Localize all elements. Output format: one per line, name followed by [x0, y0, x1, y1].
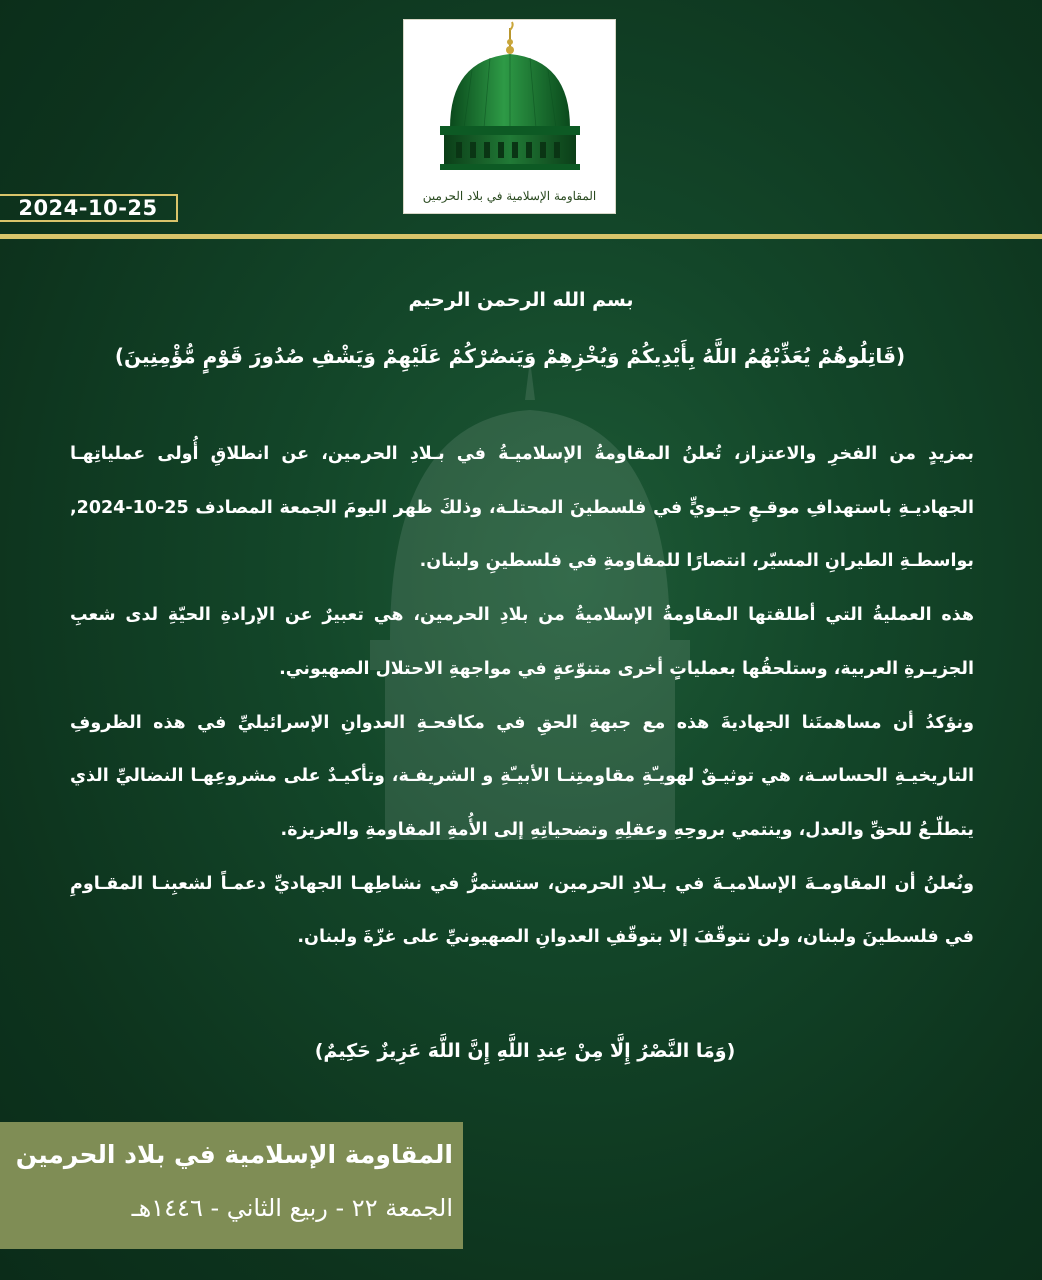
footer-signature: [0, 1122, 463, 1249]
statement-paragraph: ونؤكدُ أن مساهمتَنا الجهاديةَ هذه مع جبهةِ الحقِ في مكافحـةِ العدوانِ الإسرائيليِّ في هذه الظروفِ التاريخيـةِ الحساسـة، هي توثيـقٌ لهويـّةِ مقاومتِنـا الأبيـّةِ و الشريفـة، وتأكيـدٌ على مشروعِهـا النضاليِّ الذي يتطلّـعُ للحقِّ والعدل، وينتمي بروحِهِ وعقلِهِ وتضحياتِهِ إلى الأُمةِ المقاومةِ والعزيزة.: [70, 712, 974, 840]
gold-divider: [0, 234, 1042, 239]
statement-paragraph: هذه العمليةُ التي أطلقتها المقاومةُ الإسلاميةُ من بلادِ الحرمين، هي تعبيرٌ عن الإرادةِ الحيّةِ لدى شعبِ الجزيـرةِ العربية، وستلحقُها بعملياتٍ أخرى متنوّعةٍ في مواجهةِ الاحتلال الصهيوني.: [70, 605, 974, 679]
statement-body: [70, 428, 974, 965]
closing-verse: (وَمَا النَّصْرُ إِلَّا مِنْ عِندِ اللَّهِ إِنَّ اللَّهَ عَزِيزٌ حَكِيمٌ): [314, 1040, 736, 1062]
basmala: بسم الله الرحمن الرحيم: [408, 289, 634, 311]
statement-paragraph: بمزيدٍ من الفخرِ والاعتزاز، تُعلنُ المقاومةُ الإسلاميـةُ في بـلادِ الحرمين، عن انطلاقِ أُولى عملياتِهـا الجهاديـةِ باستهدافِ موقـعٍ حيـويٍّ في فلسطينَ المحتلـة، وذلكَ ظهر اليومَ الجمعة المصادف 25-10-2024, بواسطـةِ الطيرانِ المسيّر، انتصارًا للمقاومةِ في فلسطينِ ولبنان.: [70, 444, 974, 572]
dome-icon: [404, 20, 617, 185]
opening-verse: (قَاتِلُوهُمْ يُعَذِّبْهُمُ اللَّهُ بِأَيْدِيكُمْ وَيُخْزِهِمْ وَيَنصُرْكُمْ عَلَيْهِمْ وَيَشْفِ صُدُورَ قَوْمٍ مُّؤْمِنِينَ): [114, 344, 906, 368]
footer-hijri-date: الجمعة ٢٢ - ربيع الثاني - ١٤٤٦هـ: [131, 1194, 453, 1222]
statement-paragraph: ونُعلنُ أن المقاومـةَ الإسلاميـةَ في بـلادِ الحرمين، ستستمرُّ في نشاطِهـا الجهاديِّ دعمـاً لشعبِنـا المقـاومِ في فلسطينَ ولبنان، ولن نتوقّفَ إلا بتوقّفِ العدوانِ الصهيونيِّ على غزّةَ ولبنان.: [70, 873, 974, 948]
logo: [403, 19, 616, 214]
logo-caption: المقاومة الإسلامية في بلاد الحرمين: [422, 189, 597, 203]
footer-organization: المقاومة الإسلامية في بلاد الحرمين: [15, 1140, 453, 1169]
date-badge: 2024-10-25: [0, 194, 178, 222]
